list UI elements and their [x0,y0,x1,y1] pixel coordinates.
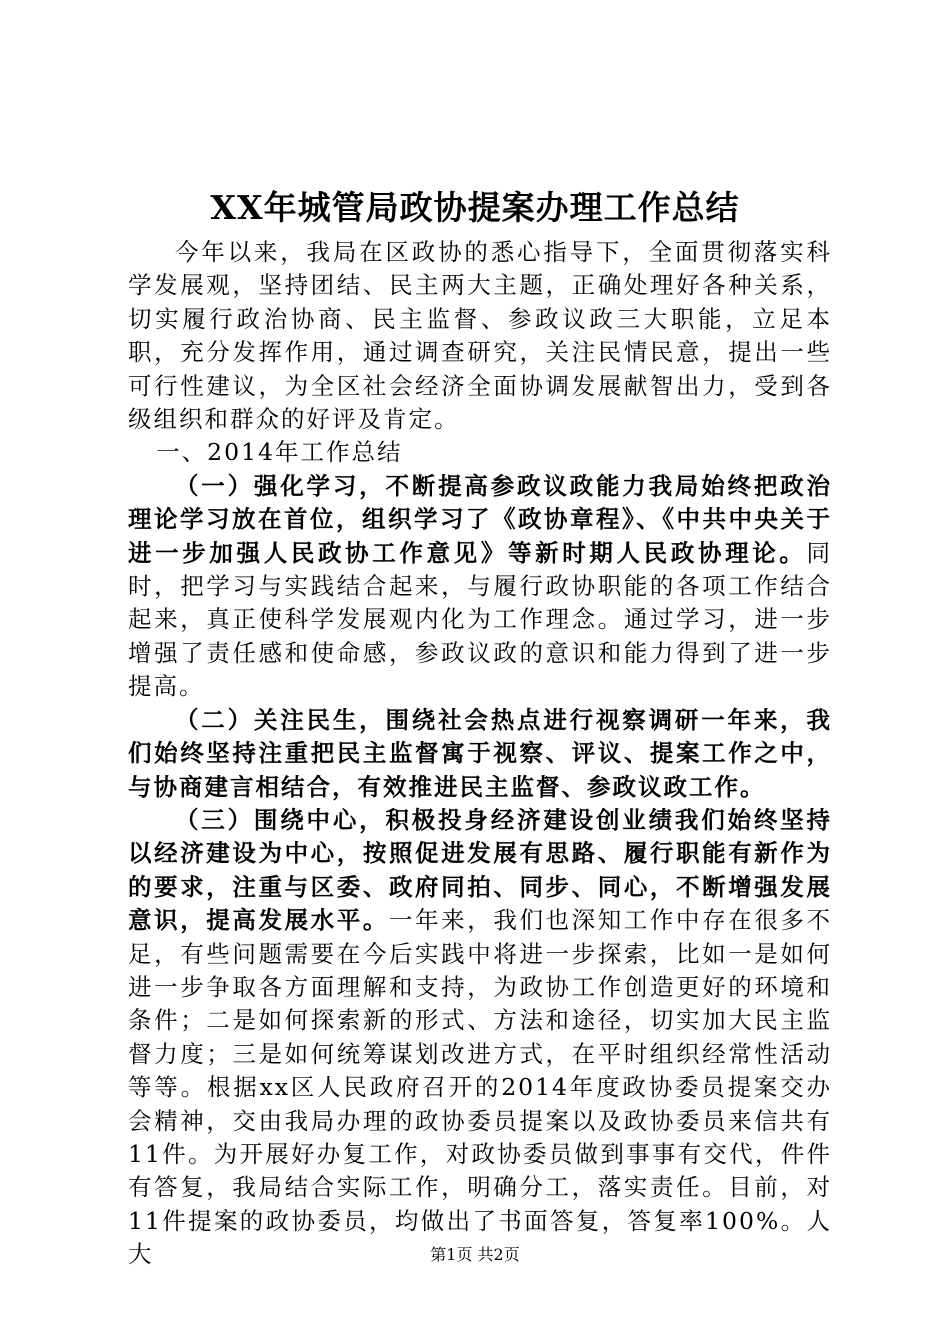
paragraph-3 [128,804,832,1272]
page-number-footer: 第1页 共2页 [430,1245,520,1264]
section-heading [128,436,832,469]
paragraph-1-body: 同时，把学习与实践结合起来，与履行政协职能的各项工作结合起来，真正使科学发展观内化为工作理念。通过学习，进一步增强了责任感和使命感，参政议政的意识和能力得到了进一步提高。 [128,538,832,701]
paragraph-1 [128,470,832,704]
document-title: XX年城管局政协提案办理工作总结 [210,188,740,227]
section-heading-text: 一、2014年工作总结 [156,438,403,467]
paragraph-1-lead: （一）强化学习，不断提高参政议政能力我局始终把政治理论学习放在首位，组织学习了《政协章程》、《中共中央关于进一步加强人民政协工作意见》等新时期人民政协理论。 [128,471,832,567]
document-body [128,236,832,1272]
intro-paragraph: 今年以来，我局在区政协的悉心指导下，全面贯彻落实科学发展观，坚持团结、民主两大主题，正确处理好各种关系，切实履行政治协商、民主监督、参政议政三大职能，立足本职，充分发挥作用，通过调查研究，关注民情民意，提出一些可行性建议，为全区社会经济全面协调发展献智出力，受到各级组织和群众的好评及肯定。 [128,238,832,434]
paragraph-2-lead: （二）关注民生，围绕社会热点进行视察调研一年来，我们始终坚持注重把民主监督寓于视察、评议、提案工作之中，与协商建言相结合，有效推进民主监督、参政议政工作。 [128,705,832,801]
paragraph-3-lead: （三）围绕中心，积极投身经济建设创业绩我们始终坚持以经济建设为中心，按照促进发展有思路、履行职能有新作为的要求，注重与区委、政府同拍、同步、同心，不断增强发展意识，提高发展水平。 [128,805,832,935]
paragraph-2 [128,704,832,804]
paragraph-3-body: 一年来，我们也深知工作中存在很多不足，有些问题需要在今后实践中将进一步探索，比如一是如何进一步争取各方面理解和支持，为政协工作创造更好的环境和条件；二是如何探索新的形式、方法和途径，切实加大民主监督力度；三是如何统筹谋划改进方式，在平时组织经常性活动等等。根据xx区人民政府召开的2014年度政协委员提案交办会精神，交由我局办理的政协委员提案以及政协委员来信共有11件。为开展好办复工作，对政协委员做到事事有交代，件件有答复，我局结合实际工作，明确分工，落实责任。目前，对11件提案的政协委员，均做出了书面答复，答复率100%。人大 [128,906,833,1269]
